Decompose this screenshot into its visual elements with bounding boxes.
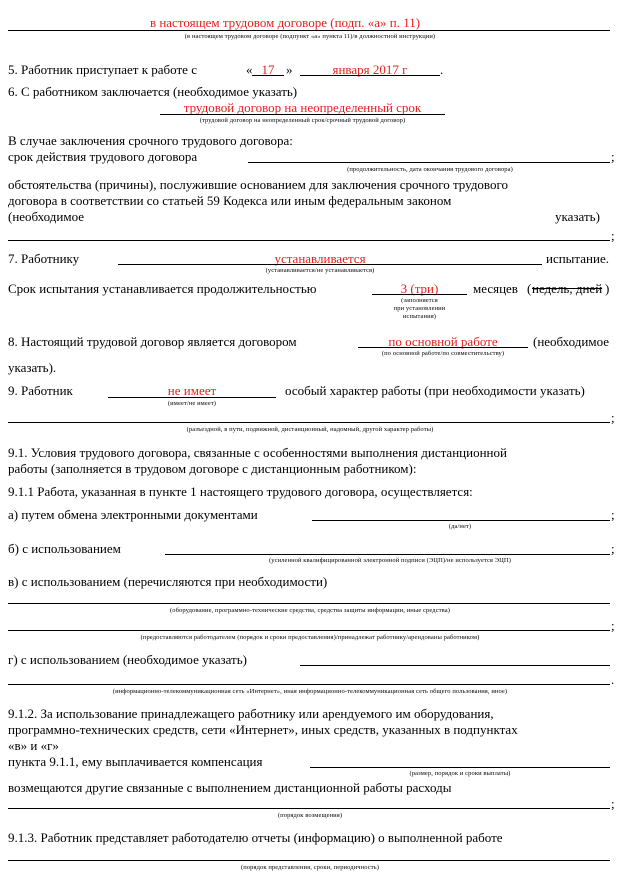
p6-hint: (трудовой договор на неопределенный срок/срочный трудовой договор) [199, 117, 406, 124]
p7-term-unit: месяцев [473, 281, 518, 296]
fixed-term-intro: В случае заключения срочного трудового договора: [8, 133, 293, 148]
open-quote: « [246, 62, 253, 77]
underline [8, 630, 610, 631]
semicolon: ; [611, 149, 615, 164]
underline [248, 162, 610, 163]
p7-value: устанавливается [274, 251, 366, 266]
p912-hint1: (размер, порядок и сроки выплаты) [409, 770, 511, 777]
circ-line3-left: (необходимое [8, 209, 85, 224]
header-hint: (в настоящем трудовом договоре (подпункт «а» пункта 11)/в должностной инструкции) [184, 33, 436, 40]
p91-dot: . [611, 672, 615, 687]
header-value: в настоящем трудовом договоре (подп. «а» п. 11) [149, 15, 421, 30]
underline [165, 554, 610, 555]
p9-hint2: (разъездной, в пути, подвижной, дистанционный, надомный, другой характер работы) [186, 426, 434, 433]
p91-a-hint: (да/нет) [448, 523, 472, 530]
p7-term-hint1: (заполняется [401, 297, 438, 304]
p91-g-hint: (информационно-телекоммуникационная сеть «Интернет», иная информационно-телекоммуникационная сеть общего пользования, иное) [112, 688, 508, 695]
p91-b-label: б) с использованием [8, 541, 121, 556]
p91-a-label: а) путем обмена электронными документами [8, 507, 258, 522]
p912-line2: программно-технических средств, сети «Интернет», иных средств, указанных в подпунктах [8, 722, 518, 737]
underline [118, 264, 542, 265]
p7-term-struck: недель, дней [532, 281, 603, 296]
p912-line3: «в» и «г» [8, 738, 59, 753]
semicolon: ; [611, 796, 615, 811]
p5-month-year: января 2017 г [332, 62, 408, 77]
p91-line1: 9.1. Условия трудового договора, связанные с особенностями выполнения дистанционной [8, 445, 507, 460]
p7-right: испытание. [546, 251, 609, 266]
close-quote: » [286, 62, 293, 77]
p7-term-close: ) [605, 281, 610, 296]
underline [8, 30, 610, 31]
duration-label: срок действия трудового договора [8, 149, 198, 164]
p91-g-label: г) с использованием (необходимое указать) [8, 652, 247, 667]
p5-label: 5. Работник приступает к работе с [8, 62, 197, 77]
p6-value: трудовой договор на неопределенный срок [183, 100, 422, 115]
underline [358, 347, 528, 348]
p7-label: 7. Работнику [8, 251, 80, 266]
circ-line2: договора в соответствии со статьей 59 Кодекса или иным федеральным законом [8, 193, 452, 208]
underline [312, 520, 610, 521]
p9-label: 9. Работник [8, 383, 73, 398]
underline [108, 397, 276, 398]
underline [8, 684, 610, 685]
semicolon: ; [611, 410, 615, 425]
p8-right2: указать). [8, 360, 57, 375]
semicolon: ; [611, 507, 615, 522]
underline [8, 808, 610, 809]
p7-term-open: ( [527, 281, 532, 296]
underline [300, 665, 610, 666]
p8-label: 8. Настоящий трудовой договор является договором [8, 334, 297, 349]
p7-term-value: 3 (три) [400, 281, 439, 296]
semicolon: ; [611, 541, 615, 556]
p91-v-label: в) с использованием (перечисляются при необходимости) [8, 574, 328, 589]
p91-b-hint: (усиленной квалифицированной электронной подписи (ЭЦП)/не используется ЭЦП) [268, 557, 511, 564]
p5-day: 17 [261, 62, 275, 77]
p912-line4: пункта 9.1.1, ему выплачивается компенсация [8, 754, 263, 769]
p91-v-hint2: (предоставляются работодателем (порядок и сроки предоставления)/принадлежат работнику/арендованы работником) [140, 634, 480, 641]
underline [8, 860, 610, 861]
p912-line1: 9.1.2. За использование принадлежащего работнику или арендуемого им оборудования, [8, 706, 494, 721]
underline [310, 767, 610, 768]
duration-hint: (продолжительность, дата окончания трудового договора) [347, 166, 513, 173]
p911: 9.1.1 Работа, указанная в пункте 1 настоящего трудового договора, осуществляется: [8, 484, 473, 499]
p912-hint2: (порядок возмещения) [277, 812, 343, 819]
underline [8, 240, 610, 241]
p5-dot: . [440, 62, 444, 77]
underline [160, 114, 445, 115]
p9-hint: (имеет/не имеет) [167, 400, 217, 407]
p7-hint: (устанавливается/не устанавливается) [265, 267, 375, 274]
p7-term-hint2: при установлении [393, 305, 446, 312]
p7-term-hint3: испытания) [402, 313, 437, 320]
p91-v-hint1: (оборудование, программно-технические средства, средства защиты информации, иные средства) [170, 607, 450, 614]
p9-right: особый характер работы (при необходимости указать) [285, 383, 585, 398]
underline [252, 75, 284, 76]
p7-term-label: Срок испытания устанавливается продолжительностью [8, 281, 317, 296]
p912-line5: возмещаются другие связанные с выполнением дистанционной работы расходы [8, 780, 452, 795]
underline [372, 294, 467, 295]
p6-label: 6. С работником заключается (необходимое указать) [8, 84, 298, 99]
p913-line1: 9.1.3. Работник представляет работодателю отчеты (информацию) о выполненной работе [8, 830, 503, 845]
p9-value: не имеет [167, 383, 217, 398]
p8-hint: (по основной работе/по совместительству) [381, 350, 505, 357]
p8-value: по основной работе [388, 334, 498, 349]
circ-line1: обстоятельства (причины), послужившие основанием для заключения срочного трудового [8, 177, 508, 192]
semicolon: ; [611, 228, 615, 243]
semicolon: ; [611, 618, 615, 633]
circ-line3-right: указать) [555, 209, 600, 224]
underline [8, 422, 610, 423]
p8-right: (необходимое [533, 334, 610, 349]
underline [8, 603, 610, 604]
underline [300, 75, 440, 76]
p913-hint: (порядок представления, сроки, периодичность) [240, 864, 380, 871]
p91-line2: работы (заполняется в трудовом договоре с дистанционным работником): [8, 461, 417, 476]
